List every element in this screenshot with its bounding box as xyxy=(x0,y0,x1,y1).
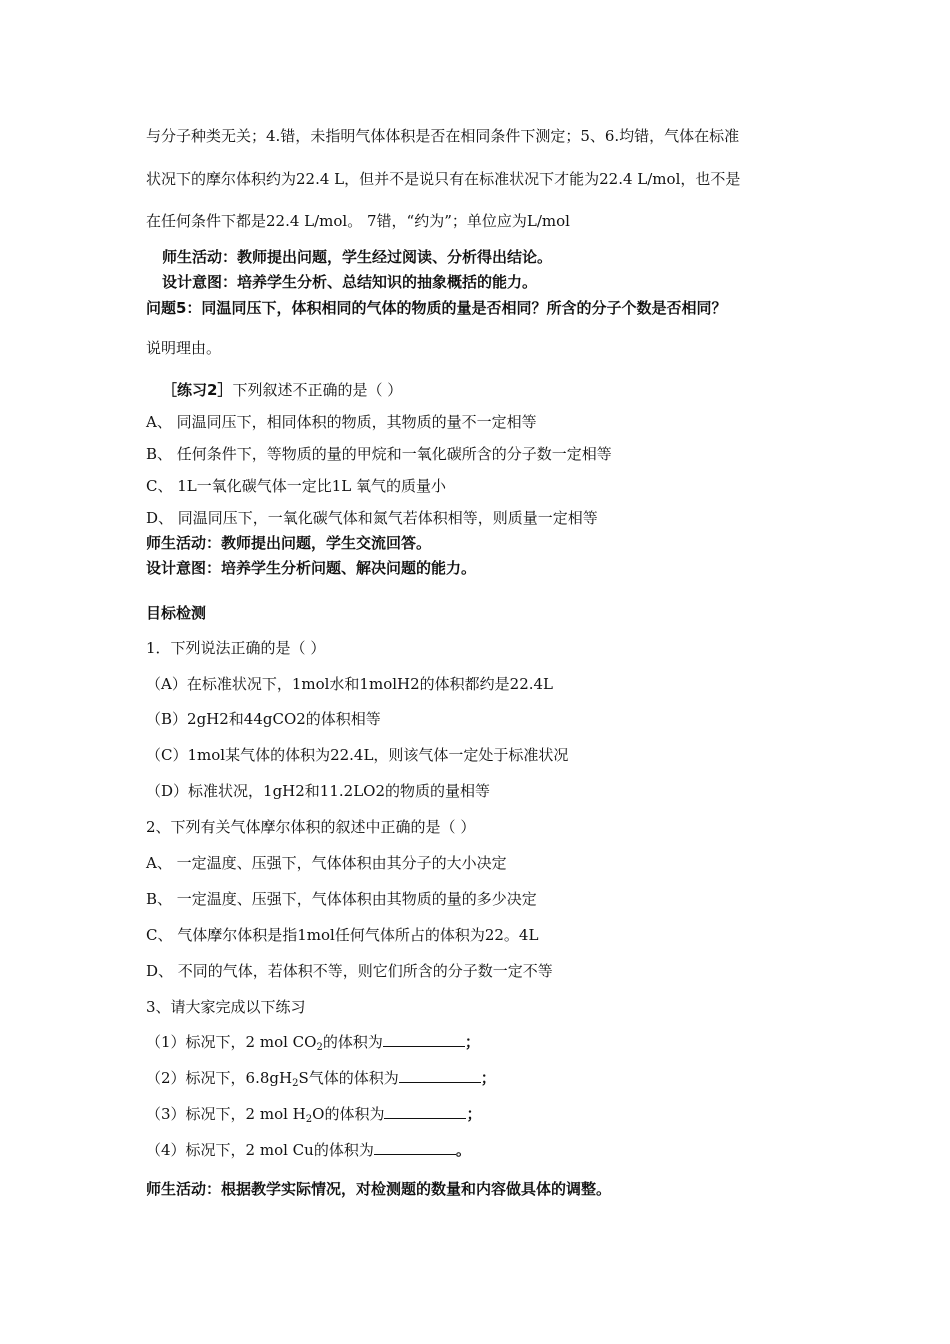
practice-2-stem: ［练习2］下列叙述不正确的是（ ） xyxy=(162,381,403,399)
intro-line-1: 与分子种类无关；4.错，未指明气体体积是否在相同条件下测定；5、6.均错，气体在标准 xyxy=(146,127,740,145)
q1-stem: 1．下列说法正确的是（ ） xyxy=(146,639,326,657)
q1-option-c: （C）1mol某气体的体积为22.4L，则该气体一定处于标准状况 xyxy=(146,746,569,764)
teacher-student-activity-3: 师生活动：根据教学实际情况，对检测题的数量和内容做具体的调整。 xyxy=(146,1180,612,1198)
answer-blank[interactable] xyxy=(384,1104,466,1119)
practice-2-option-d: D、 同温同压下，一氧化碳气体和氮气若体积相等，则质量一定相等 xyxy=(146,509,598,527)
q2-option-b: B、 一定温度、压强下，气体体积由其物质的量的多少决定 xyxy=(146,890,537,908)
q3-item-4: （4）标况下，2 mol Cu的体积为 。 xyxy=(146,1141,471,1159)
answer-blank[interactable] xyxy=(399,1068,481,1083)
question-5-line-1: 问题5：同温同压下，体积相同的气体的物质的量是否相同？所含的分子个数是否相同？ xyxy=(146,299,727,317)
q2-option-c: C、 气体摩尔体积是指1mol任何气体所占的体积为22。4L xyxy=(146,926,539,944)
answer-blank[interactable] xyxy=(374,1140,456,1155)
q1-option-a: （A）在标准状况下，1mol水和1molH2的体积都约是22.4L xyxy=(146,675,554,693)
practice-2-label: ［练习2］ xyxy=(162,381,233,399)
practice-2-option-a: A、 同温同压下，相同体积的物质，其物质的量不一定相等 xyxy=(146,413,537,431)
q2-option-a: A、 一定温度、压强下，气体体积由其分子的大小决定 xyxy=(146,854,507,872)
practice-2-option-b: B、 任何条件下，等物质的量的甲烷和一氧化碳所含的分子数一定相等 xyxy=(146,445,612,463)
design-intent-2: 设计意图：培养学生分析问题、解决问题的能力。 xyxy=(146,559,477,577)
q2-option-d: D、 不同的气体，若体积不等，则它们所含的分子数一定不等 xyxy=(146,962,553,980)
q3-item-2: （2）标况下，$6.8gH_2S$气体的体积为 ； xyxy=(146,1069,496,1089)
answer-blank[interactable] xyxy=(383,1032,465,1047)
target-test-heading: 目标检测 xyxy=(146,604,207,622)
q3-item-1: （1）标况下，2 mol $CO_2$的体积为 ； xyxy=(146,1033,480,1053)
question-5-line-2: 说明理由。 xyxy=(146,339,222,357)
q3-stem: 3、请大家完成以下练习 xyxy=(146,998,306,1016)
intro-line-2: 状况下的摩尔体积约为22.4 L，但并不是说只有在标准状况下才能为22.4 L/mol，也不是 xyxy=(146,170,741,188)
q3-item-3: （3）标况下，2 mol $H_2O$的体积为 ； xyxy=(146,1105,482,1125)
design-intent-1: 设计意图：培养学生分析、总结知识的抽象概括的能力。 xyxy=(162,273,538,291)
teacher-student-activity-1: 师生活动：教师提出问题，学生经过阅读、分析得出结论。 xyxy=(162,248,553,266)
intro-line-3: 在任何条件下都是22.4 L/mol。 7错，“约为”；单位应为L/mol xyxy=(146,212,570,230)
q1-option-b: （B）2gH2和44gCO2的体积相等 xyxy=(146,710,381,728)
q2-stem: 2、下列有关气体摩尔体积的叙述中正确的是（ ） xyxy=(146,818,476,836)
q1-option-d: （D）标准状况，1gH2和11.2LO2的物质的量相等 xyxy=(146,782,490,800)
teacher-student-activity-2: 师生活动：教师提出问题，学生交流回答。 xyxy=(146,534,432,552)
practice-2-option-c: C、 1L一氧化碳气体一定比1L 氧气的质量小 xyxy=(146,477,447,495)
